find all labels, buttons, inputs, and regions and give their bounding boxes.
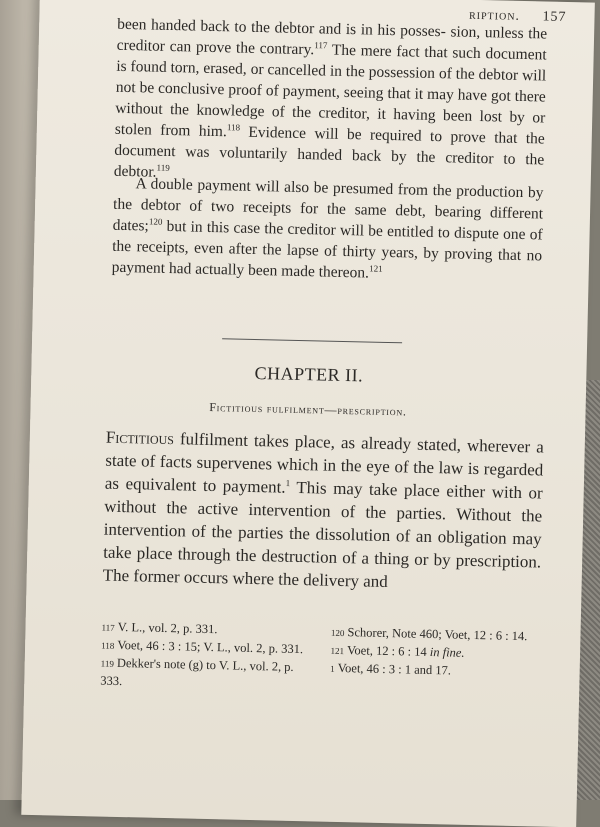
footnote: 118 Voet, 46 : 3 : 15; V. L., vol. 2, p. 331.	[101, 637, 304, 657]
footnote: 121 Voet, 12 : 6 : 14 in fine.	[330, 643, 465, 660]
footnote: 117 V. L., vol. 2, p. 331.	[101, 619, 218, 637]
footnote-ref: 121	[369, 263, 383, 274]
footnote-ref: 1	[285, 478, 291, 489]
chapter-title: CHAPTER II.	[254, 362, 364, 386]
footnotes-left	[100, 619, 317, 695]
book-page	[21, 0, 595, 827]
footnotes-right	[330, 624, 547, 700]
footnote: 1 Voet, 46 : 3 : 1 and 17.	[330, 660, 452, 678]
footnote: 120 Schorer, Note 460; Voet, 12 : 6 : 14.	[330, 625, 528, 644]
page-number: 157	[542, 9, 567, 25]
footnote-ref: 117	[314, 40, 328, 51]
chapter-subtitle: Fictitious fulfilment—prescription.	[209, 399, 407, 419]
footnote-ref: 120	[148, 216, 163, 227]
footnote: 119 Dekker's note (g) to V. L., vol. 2, p. 333.	[100, 655, 294, 689]
footnote-ref: 118	[226, 122, 241, 133]
running-title: ription.	[468, 7, 521, 24]
paragraph-2: A double payment will also be presumed from the production by the debtor of two receipts for the same debt, bearing different dates;$^{120}$ but in this case the creditor will be entitled to dispute one of the receipts, even after the lapse of thirty years, by proving that no payment had actually been made thereon.$^{121}$	[111, 175, 544, 282]
drop-word: Fictitious	[105, 427, 175, 449]
paragraph-1: been handed back to the debtor and is in his posses- sion, unless the creditor can prove the contrary.$^{117}$ The mere fact that such document is found torn, erased, or cancelled in the possession of the debtor will not be conclusive proof of payment, seeing that it may have got there without the knowledge of the creditor, it having been lost by or stolen from him.$^{118}$ Evidence will be required to prove that the document was voluntarily handed back by the creditor to the debtor.$^{119}$	[113, 15, 548, 181]
chapter-body: Fictitious fulfilment takes place, as already stated, wherever a state of facts supervenes which in the eye of the law is regarded as equivalent to payment.$^1$ This may take place either with or without the active intervention of the parties. Without the intervention of the parties the dissolution of an obligation may take place through the destruction of a thing or by prescription. The former occurs where the delivery and	[102, 427, 544, 592]
footnote-ref: 119	[156, 162, 170, 173]
footnotes	[100, 619, 546, 700]
section-divider	[222, 338, 402, 343]
